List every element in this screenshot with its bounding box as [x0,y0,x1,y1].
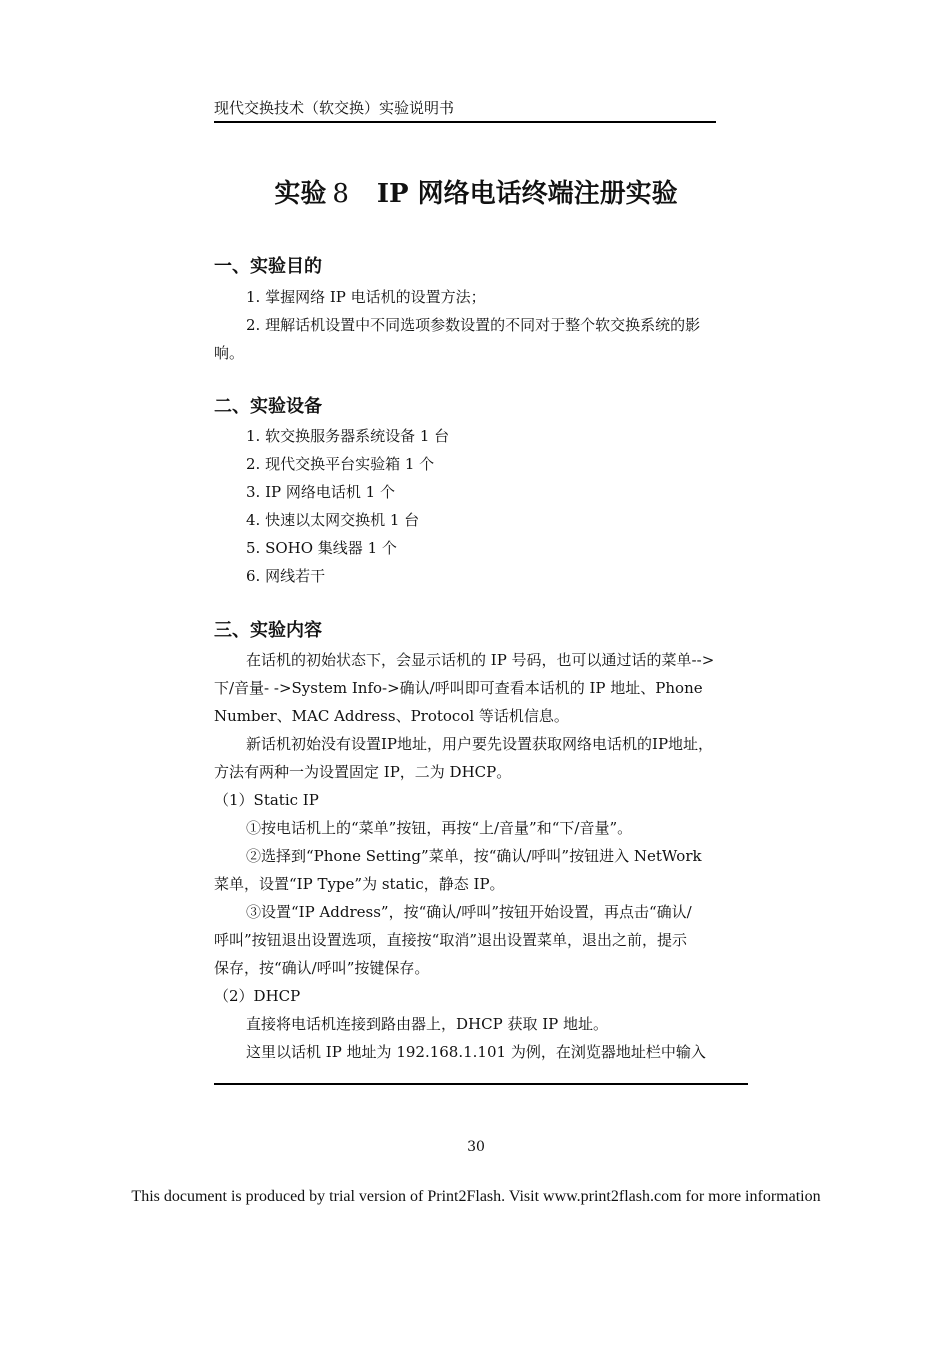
trial-notice: This document is produced by trial version of Print2Flash. Visit www.print2flash.com for more information [131,1188,821,1205]
footer-rule [214,1083,748,1085]
paragraph-line: 新话机初始没有设置IP地址，用户要先设置获取网络电话机的IP地址， [246,735,714,753]
paragraph-line: Number、MAC Address、Protocol 等话机信息。 [214,707,569,725]
paragraph-line: 呼叫”按钮退出设置选项，直接按“取消”退出设置菜单，退出之前，提示 [214,931,688,949]
paragraph-line: 下/音量- ->System Info->确认/呼叫即可查看本话机的 IP 地址、Phone [214,679,703,697]
paragraph-line: 保存，按“确认/呼叫”按键保存。 [214,959,430,977]
paragraph-line: ③设置“IP Address”，按“确认/呼叫”按钮开始设置，再点击“确认/ [246,903,692,921]
list-item: 1. 软交换服务器系统设备 1 台 [246,427,450,445]
section-heading-content: 三、实验内容 [214,620,322,641]
list-item-continuation: 响。 [214,344,245,362]
page-title [0,178,952,210]
title-text: IP 网络电话终端注册实验 [376,179,678,209]
paragraph-line: 方法有两种一为设置固定 IP，二为 DHCP。 [214,763,512,781]
paragraph-line: ①按电话机上的“菜单”按钮，再按“上/音量”和“下/音量”。 [246,819,633,837]
paragraph-line: 直接将电话机连接到路由器上，DHCP 获取 IP 地址。 [246,1015,609,1033]
paragraph-line: 在话机的初始状态下，会显示话机的 IP 号码，也可以通过话的菜单--> [246,651,715,669]
list-item: 5. SOHO 集线器 1 个 [246,539,397,557]
section-heading-equipment: 二、实验设备 [214,396,322,417]
paragraph-line: 菜单，设置“IP Type”为 static，静态 IP。 [214,875,505,893]
list-item: 2. 理解话机设置中不同选项参数设置的不同对于整个软交换系统的影 [246,316,701,334]
subheading-dhcp: （2）DHCP [214,987,301,1005]
list-item: 4. 快速以太网交换机 1 台 [246,511,420,529]
list-item: 3. IP 网络电话机 1 个 [246,483,395,501]
list-item: 1. 掌握网络 IP 电话机的设置方法； [246,288,486,306]
title-number: 8 [332,179,349,209]
running-header: 现代交换技术（软交换）实验说明书 [214,98,716,123]
paragraph-line: 这里以话机 IP 地址为 192.168.1.101 为例，在浏览器地址栏中输入 [246,1043,706,1061]
subheading-static-ip: （1）Static IP [214,791,319,809]
section-heading-purpose: 一、实验目的 [214,256,322,277]
list-item: 2. 现代交换平台实验箱 1 个 [246,455,435,473]
title-prefix: 实验 [274,179,327,209]
paragraph-line: ②选择到“Phone Setting”菜单，按“确认/呼叫”按钮进入 NetWork [246,847,702,865]
page-number: 30 [467,1139,485,1155]
list-item: 6. 网线若干 [246,567,326,585]
